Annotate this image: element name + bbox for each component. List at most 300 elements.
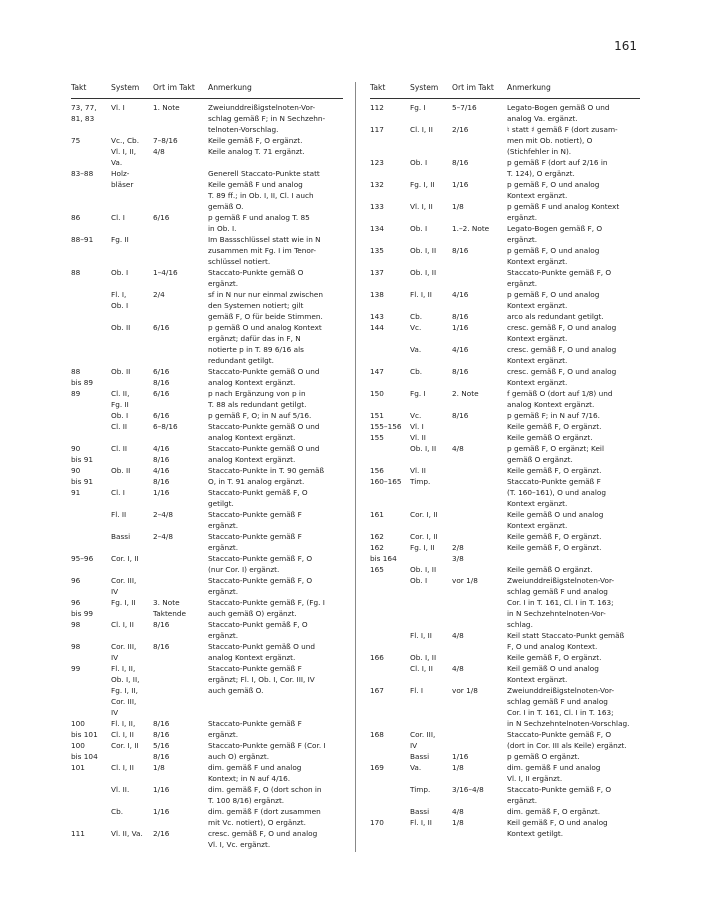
cell-system: Vl. II. [111, 785, 130, 794]
cell-system: Ob. I, II [410, 268, 437, 277]
cell-system: Vc., Cb. [111, 136, 140, 145]
cell-takt: 117 [370, 125, 384, 134]
cell-takt: 133 [370, 202, 384, 211]
cell-takt: 88 [71, 268, 81, 277]
table-row [71, 443, 343, 465]
table-row [71, 102, 343, 135]
cell-system: Fl. II [111, 510, 127, 519]
cell-ort: 8/16 [153, 642, 170, 651]
cell-takt: 101 [71, 763, 85, 772]
cell-anmerkung: p gemäß F und analog Kontext ergänzt. [507, 202, 620, 222]
cell-system: Holz- bläser [111, 169, 134, 189]
cell-ort: 8/16 [452, 312, 469, 321]
cell-ort: 4/16 8/16 [153, 466, 170, 486]
cell-anmerkung: Keil gemäß O und analog Kontext ergänzt. [507, 664, 599, 684]
table-row [370, 465, 640, 476]
header-system: System [111, 83, 140, 92]
cell-ort: 8/16 [452, 411, 469, 420]
cell-anmerkung: Staccato-Punkte gemäß O und analog Kontext ergänzt. [208, 367, 320, 387]
cell-system: Fl. I, II, Ob. I, II, Fg. I, II, Cor. III, IV [111, 664, 140, 717]
table-row [71, 531, 343, 553]
cell-anmerkung: Keile gemäß F, O ergänzt. [507, 422, 602, 431]
cell-ort: 2/4 [153, 290, 165, 299]
cell-system: Ob. I, II [410, 653, 437, 662]
cell-takt: 168 [370, 730, 384, 739]
cell-ort: 3. Note Taktende [153, 598, 187, 618]
cell-system: Vc. [410, 323, 422, 332]
header-takt: Takt [370, 83, 386, 92]
cell-anmerkung: Staccato-Punkte gemäß F (Cor. I auch O) ergänzt. [208, 741, 326, 761]
cell-system: Cor. III, IV [111, 642, 137, 662]
cell-anmerkung: p gemäß O und analog Kontext ergänzt; dafür das in F, N notierte p in T. 89 6/16 als redundant getilgt. [208, 323, 322, 365]
cell-ort: 2/8 3/8 [452, 543, 464, 563]
cell-system: Cor. III, IV [410, 730, 436, 750]
header-system: System [410, 83, 439, 92]
cell-anmerkung: Keil gemäß F, O und analog Kontext getilgt. [507, 818, 608, 838]
cell-anmerkung: Staccato-Punkt gemäß F, O getilgt. [208, 488, 308, 508]
cell-anmerkung: f gemäß O (dort auf 1/8) und analog Kontext ergänzt. [507, 389, 613, 409]
cell-system: Fg. I [410, 103, 426, 112]
cell-system: Fg. II [111, 235, 129, 244]
table-row [71, 146, 343, 168]
table-row [370, 751, 640, 762]
header-rule [71, 98, 343, 99]
table-row [370, 564, 640, 575]
cell-system: Cl. I, II [410, 664, 433, 673]
table-row [370, 267, 640, 289]
cell-system: Fg. I, II [111, 598, 136, 607]
cell-anmerkung: cresc. gemäß F, O und analog Kontext ergänzt. [507, 367, 617, 387]
cell-takt: 169 [370, 763, 384, 772]
cell-takt: 135 [370, 246, 384, 255]
cell-takt: 123 [370, 158, 384, 167]
cell-takt: 155 [370, 433, 384, 442]
cell-system: Ob. I [410, 224, 428, 233]
table-row [71, 641, 343, 663]
table-row [370, 531, 640, 542]
cell-anmerkung: Staccato-Punkte in T. 90 gemäß O, in T. 91 analog ergänzt. [208, 466, 325, 486]
cell-takt: 134 [370, 224, 384, 233]
table-row [370, 201, 640, 223]
cell-takt: 162 [370, 532, 384, 541]
cell-ort: 2/16 [153, 829, 170, 838]
cell-anmerkung: Staccato-Punkte gemäß F, O ergänzt. [507, 785, 612, 805]
cell-ort: 2–4/8 [153, 510, 174, 519]
cell-ort: 8/16 [452, 158, 469, 167]
cell-system: Cor. I, II [410, 532, 438, 541]
cell-system: Vl. II, Va. [111, 829, 143, 838]
cell-anmerkung: Zweiunddreißigstelnoten-Vor- schlag gemäß F und analog Cor. I in T. 161, Cl. I in T. 163; in N Sechzehntelnoten-Vorschlag. [507, 686, 630, 728]
right-rows [370, 102, 640, 839]
cell-system: Cor. I, II [111, 554, 139, 563]
table-row [71, 267, 343, 289]
cell-anmerkung: Generell Staccato-Punkte statt Keile gemäß F und analog T. 89 ff.; in Ob. I, II, Cl. I auch gemäß O. [208, 169, 320, 211]
right-column [370, 82, 640, 839]
cell-anmerkung: p gemäß F, O ergänzt; Keil gemäß O ergänzt. [507, 444, 604, 464]
cell-system: Bassi [111, 532, 131, 541]
cell-ort: 6–8/16 [153, 422, 178, 431]
cell-anmerkung: Keile gemäß F, O ergänzt. [507, 466, 602, 475]
table-row [71, 168, 343, 212]
cell-takt: 137 [370, 268, 384, 277]
cell-anmerkung: sf in N nur nur einmal zwischen den Systemen notiert; gilt gemäß F, O für beide Stimmen. [208, 290, 324, 321]
header-anmerkung: Anmerkung [507, 83, 551, 92]
table-row [370, 806, 640, 817]
column-divider [355, 82, 356, 852]
table-row [71, 234, 343, 267]
table-row [370, 685, 640, 729]
cell-anmerkung: Keile gemäß F, O ergänzt. [507, 532, 602, 541]
table-row [370, 652, 640, 663]
column-header [71, 82, 343, 93]
cell-anmerkung: Staccato-Punkte gemäß O und analog Kontext ergänzt. [208, 422, 320, 442]
cell-system: Fl. I, II [410, 290, 432, 299]
cell-anmerkung: Staccato-Punkte gemäß F, O ergänzt. [208, 576, 313, 596]
page-number: 161 [614, 39, 637, 53]
cell-system: Va. [410, 345, 422, 354]
cell-ort: 2/16 [452, 125, 469, 134]
cell-takt: 99 [71, 664, 81, 673]
cell-ort: 1/16 [153, 807, 170, 816]
cell-anmerkung: dim. gemäß F und analog Kontext; in N auf 4/16. [208, 763, 302, 783]
cell-system: Cb. [111, 807, 124, 816]
cell-system: Fl. I, Ob. I [111, 290, 129, 310]
cell-system: Va. [410, 763, 422, 772]
table-row [71, 806, 343, 828]
table-row [71, 718, 343, 740]
cell-takt: 167 [370, 686, 384, 695]
cell-anmerkung: Staccato-Punkt gemäß F, O ergänzt. [208, 620, 308, 640]
cell-anmerkung: Staccato-Punkte gemäß F, (Fg. I auch gemäß O) ergänzt. [208, 598, 325, 618]
cell-system: Ob. II [111, 323, 131, 332]
cell-ort: 8/16 [452, 367, 469, 376]
cell-anmerkung: Keile gemäß F, O ergänzt. [208, 136, 303, 145]
table-row [370, 245, 640, 267]
cell-takt: 160–165 [370, 477, 402, 486]
table-row [370, 124, 640, 157]
cell-takt: 73, 77, 81, 83 [71, 103, 97, 123]
cell-ort: 1/16 [153, 785, 170, 794]
cell-takt: 144 [370, 323, 384, 332]
cell-anmerkung: dim. gemäß F und analog Vl. I, II ergänzt. [507, 763, 601, 783]
cell-system: Cl. I, II [111, 763, 134, 772]
cell-system: Ob. I [410, 576, 428, 585]
table-row [370, 223, 640, 245]
table-row [71, 762, 343, 784]
cell-takt: 91 [71, 488, 81, 497]
table-row [71, 553, 343, 575]
cell-takt: 100 bis 104 [71, 741, 98, 761]
cell-anmerkung: p gemäß F und analog T. 85 in Ob. I. [208, 213, 310, 233]
table-row [71, 784, 343, 806]
cell-takt: 147 [370, 367, 384, 376]
table-row [370, 443, 640, 465]
cell-takt: 143 [370, 312, 384, 321]
cell-system: Fg. I, II [410, 180, 435, 189]
cell-anmerkung: Staccato-Punkte gemäß F, O (dort in Cor. III als Keile) ergänzt. [507, 730, 627, 750]
cell-takt: 90 bis 91 [71, 444, 94, 464]
cell-ort: 1.–2. Note [452, 224, 490, 233]
cell-system: Vc. [410, 411, 422, 420]
cell-takt: 170 [370, 818, 384, 827]
cell-system: Fl. I [410, 686, 424, 695]
cell-ort: 3/16–4/8 [452, 785, 484, 794]
table-row [71, 135, 343, 146]
table-row [71, 487, 343, 509]
table-row [370, 817, 640, 839]
cell-anmerkung: Staccato-Punkt gemäß O und analog Kontext ergänzt. [208, 642, 316, 662]
cell-system: Ob. I, II [410, 565, 437, 574]
cell-anmerkung: Keile gemäß O ergänzt. [507, 433, 593, 442]
cell-system: Cor. I, II [111, 741, 139, 750]
cell-ort: 6/16 [153, 323, 170, 332]
cell-system: Vl. I [111, 103, 125, 112]
cell-system: Cor. I, II [410, 510, 438, 519]
cell-system: Ob. II [111, 367, 131, 376]
cell-system: Cl. I, II [410, 125, 433, 134]
table-row [370, 542, 640, 564]
cell-ort: 1. Note [153, 103, 180, 112]
cell-anmerkung: Staccato-Punkte gemäß O ergänzt. [208, 268, 304, 288]
cell-ort: 6/16 [153, 389, 170, 398]
cell-takt: 156 [370, 466, 384, 475]
header-ort: Ort im Takt [153, 83, 195, 92]
table-row [71, 465, 343, 487]
cell-anmerkung: Staccato-Punkte gemäß O und analog Kontext ergänzt. [208, 444, 320, 464]
table-row [370, 366, 640, 388]
cell-anmerkung: cresc. gemäß F, O und analog Kontext ergänzt. [507, 345, 617, 365]
cell-takt: 96 [71, 576, 81, 585]
cell-system: Ob. I, II [410, 246, 437, 255]
cell-anmerkung: p gemäß F (dort auf 2/16 in T. 124), O ergänzt. [507, 158, 608, 178]
cell-ort: 1–4/16 [153, 268, 178, 277]
cell-takt: 150 [370, 389, 384, 398]
cell-system: Fg. I [410, 389, 426, 398]
table-row [370, 179, 640, 201]
cell-ort: 6/16 [153, 213, 170, 222]
cell-takt: 138 [370, 290, 384, 299]
table-row [370, 410, 640, 421]
cell-takt: 86 [71, 213, 81, 222]
cell-takt: 165 [370, 565, 384, 574]
left-rows [71, 102, 343, 850]
cell-ort: 5/16 8/16 [153, 741, 170, 761]
cell-ort: 1/8 [153, 763, 165, 772]
cell-system: Fl. I, II, Cl. I, II [111, 719, 136, 739]
cell-anmerkung: Zweiunddreißigstelnoten-Vor- schlag gemäß F; in N Sechzehn- telnoten-Vorschlag. [208, 103, 326, 134]
cell-takt: 75 [71, 136, 81, 145]
table-row [370, 476, 640, 509]
cell-anmerkung: Keile gemäß F, O ergänzt. [507, 543, 602, 552]
cell-anmerkung: Legato-Bogen gemäß F, O ergänzt. [507, 224, 603, 244]
cell-anmerkung: dim. gemäß F (dort zusammen mit Vc. notiert), O ergänzt. [208, 807, 321, 827]
cell-system: Ob. I [111, 411, 129, 420]
cell-ort: 4/8 [452, 444, 464, 453]
cell-system: Bassi [410, 807, 430, 816]
cell-ort: 1/16 [153, 488, 170, 497]
table-row [71, 289, 343, 322]
table-row [370, 509, 640, 531]
cell-takt: 132 [370, 180, 384, 189]
cell-takt: 83–88 [71, 169, 94, 178]
cell-ort: 1/8 [452, 818, 464, 827]
cell-anmerkung: Zweiunddreißigstelnoten-Vor- schlag gemäß F und analog Cor. I in T. 161, Cl. I in T. 163; in N Sechzehntelnoten-Vor- schlag. [507, 576, 615, 629]
cell-takt: 89 [71, 389, 81, 398]
cell-anmerkung: p nach Ergänzung von p in T. 88 als redundant getilgt. [208, 389, 307, 409]
cell-anmerkung: cresc. gemäß F, O und analog Vl. I, Vc. ergänzt. [208, 829, 318, 849]
cell-anmerkung: Legato-Bogen gemäß O und analog Va. ergänzt. [507, 103, 610, 123]
cell-system: Ob. I [410, 158, 428, 167]
cell-system: Bassi [410, 752, 430, 761]
cell-system: Cl. I [111, 488, 125, 497]
cell-ort: 8/16 [153, 620, 170, 629]
cell-takt: 151 [370, 411, 384, 420]
table-row [71, 410, 343, 421]
cell-system: Ob. I [111, 268, 129, 277]
cell-anmerkung: Keil statt Staccato-Punkt gemäß F, O und analog Kontext. [507, 631, 625, 651]
cell-anmerkung: Staccato-Punkte gemäß F, O ergänzt. [507, 268, 612, 288]
cell-system: Fl. I, II [410, 631, 432, 640]
cell-anmerkung: arco als redundant getilgt. [507, 312, 604, 321]
left-column [71, 82, 343, 850]
cell-system: Cl. I [111, 213, 125, 222]
cell-anmerkung: p gemäß F, O und analog Kontext ergänzt. [507, 290, 600, 310]
cell-anmerkung: Staccato-Punkte gemäß F ergänzt; Fl. I, Ob. I, Cor. III, IV auch gemäß O. [208, 664, 315, 695]
cell-ort: 1/8 [452, 202, 464, 211]
table-row [71, 212, 343, 234]
cell-takt: 90 bis 91 [71, 466, 94, 486]
cell-system: Cb. [410, 312, 423, 321]
table-row [370, 157, 640, 179]
cell-anmerkung: Keile analog T. 71 ergänzt. [208, 147, 305, 156]
table-row [71, 740, 343, 762]
cell-anmerkung: dim. gemäß F, O (dort schon in T. 100 8/16) ergänzt. [208, 785, 322, 805]
cell-takt: 98 [71, 642, 81, 651]
cell-ort: 4/8 [153, 147, 165, 156]
cell-anmerkung: Staccato-Punkte gemäß F (T. 160–161), O und analog Kontext ergänzt. [507, 477, 607, 508]
cell-ort: 6/16 8/16 [153, 367, 170, 387]
cell-takt: 161 [370, 510, 384, 519]
cell-system: Cl. II, Fg. II [111, 389, 130, 409]
cell-anmerkung: cresc. gemäß F, O und analog Kontext ergänzt. [507, 323, 617, 343]
cell-anmerkung: Keile gemäß F, O ergänzt. [507, 653, 602, 662]
header-anmerkung: Anmerkung [208, 83, 252, 92]
table-row [370, 432, 640, 443]
cell-ort: 4/16 [452, 290, 469, 299]
cell-anmerkung: Staccato-Punkte gemäß F ergänzt. [208, 510, 302, 530]
header-takt: Takt [71, 83, 87, 92]
cell-takt: 166 [370, 653, 384, 662]
cell-system: Ob. II [111, 466, 131, 475]
cell-system: Cor. III, IV [111, 576, 137, 596]
cell-ort: 1/16 [452, 323, 469, 332]
cell-system: Timp. [410, 785, 431, 794]
cell-ort: vor 1/8 [452, 576, 478, 585]
table-row [370, 575, 640, 630]
cell-anmerkung: Staccato-Punkte gemäß F ergänzt. [208, 719, 302, 739]
cell-system: Vl. I, II [410, 202, 433, 211]
cell-system: Vl. II [410, 466, 426, 475]
cell-system: Fl. I, II [410, 818, 432, 827]
table-row [370, 344, 640, 366]
cell-ort: 5–7/16 [452, 103, 477, 112]
table-row [370, 784, 640, 806]
table-row [370, 388, 640, 410]
cell-anmerkung: Keile gemäß O und analog Kontext ergänzt. [507, 510, 604, 530]
table-row [71, 828, 343, 850]
cell-system: Vl. I, II, Va. [111, 147, 137, 167]
cell-system: Timp. [410, 477, 431, 486]
table-row [370, 663, 640, 685]
cell-ort: 2–4/8 [153, 532, 174, 541]
cell-system: Fg. I, II [410, 543, 435, 552]
table-row [370, 421, 640, 432]
cell-ort: 8/16 8/16 [153, 719, 170, 739]
table-row [71, 388, 343, 410]
cell-ort: 6/16 [153, 411, 170, 420]
cell-anmerkung: p gemäß F, O und analog Kontext ergänzt. [507, 180, 600, 200]
cell-ort: 4/8 [452, 664, 464, 673]
cell-takt: 155–156 [370, 422, 402, 431]
cell-ort: 8/16 [452, 246, 469, 255]
cell-system: Cl. I, II [111, 620, 134, 629]
table-row [71, 575, 343, 597]
cell-takt: 88 bis 89 [71, 367, 94, 387]
cell-ort: 1/16 [452, 752, 469, 761]
table-row [370, 630, 640, 652]
table-row [71, 366, 343, 388]
header-ort: Ort im Takt [452, 83, 494, 92]
cell-system: Cl. II [111, 444, 128, 453]
table-row [71, 619, 343, 641]
table-row [71, 322, 343, 366]
cell-takt: 162 bis 164 [370, 543, 397, 563]
cell-takt: 98 [71, 620, 81, 629]
cell-takt: 111 [71, 829, 85, 838]
cell-takt: 100 bis 101 [71, 719, 98, 739]
cell-system: Ob. I, II [410, 444, 437, 453]
cell-takt: 88–91 [71, 235, 94, 244]
cell-ort: 2. Note [452, 389, 479, 398]
cell-system: Cb. [410, 367, 423, 376]
table-row [370, 289, 640, 311]
table-row [71, 509, 343, 531]
table-row [370, 762, 640, 784]
cell-ort: 4/8 [452, 807, 464, 816]
table-row [370, 729, 640, 751]
cell-anmerkung: Staccato-Punkte gemäß F, O (nur Cor. I) ergänzt. [208, 554, 313, 574]
cell-ort: 7–8/16 [153, 136, 178, 145]
cell-anmerkung: p gemäß F, O und analog Kontext ergänzt. [507, 246, 600, 266]
cell-ort: vor 1/8 [452, 686, 478, 695]
cell-anmerkung: Keile gemäß O ergänzt. [507, 565, 593, 574]
table-row [370, 102, 640, 124]
cell-anmerkung: p gemäß F, O; in N auf 5/16. [208, 411, 312, 420]
table-row [370, 311, 640, 322]
cell-ort: 1/8 [452, 763, 464, 772]
table-row [71, 663, 343, 718]
cell-anmerkung: p gemäß F; in N auf 7/16. [507, 411, 600, 420]
cell-anmerkung: ♮ statt ♯ gemäß F (dort zusam- men mit Ob. notiert), O (Stichfehler in N). [507, 125, 618, 156]
cell-ort: 1/16 [452, 180, 469, 189]
table-row [71, 421, 343, 443]
cell-anmerkung: Staccato-Punkte gemäß F ergänzt. [208, 532, 302, 552]
table-row [370, 322, 640, 344]
cell-system: Vl. II [410, 433, 426, 442]
cell-system: Vl. I [410, 422, 424, 431]
table-row [71, 597, 343, 619]
cell-ort: 4/16 8/16 [153, 444, 170, 464]
